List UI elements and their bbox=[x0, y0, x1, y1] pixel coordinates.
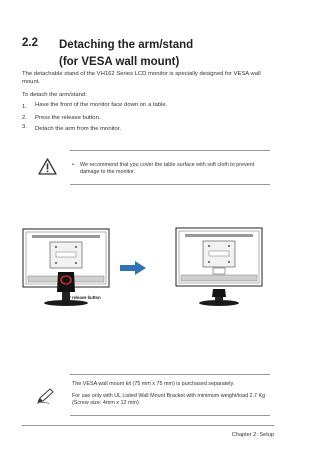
warning-top-rule bbox=[70, 150, 270, 151]
warning-bullet: • bbox=[72, 162, 74, 168]
arrow-right-icon bbox=[120, 261, 146, 275]
pen-note-icon bbox=[36, 388, 54, 404]
intro-paragraph: The detachable stand of the VH162 Series LCD monitor is specially designed for VESA wall mount. bbox=[22, 71, 261, 86]
step-1-number: 1. bbox=[22, 104, 27, 110]
note-line-2: For use only with UL Listed Wall Mount Bracket with minimum weight/load 2.7 Kg (Screw size: 4mm x 12 mm) bbox=[72, 393, 266, 407]
warning-triangle-icon bbox=[38, 158, 57, 175]
step-2-text: Press the release button. bbox=[35, 115, 101, 121]
step-1-text: Have the front of the monitor face down on a table. bbox=[35, 102, 168, 108]
step-3-text: Detach the arm from the monitor. bbox=[35, 126, 122, 132]
section-title bbox=[59, 37, 259, 71]
note-top-rule bbox=[70, 374, 270, 375]
step-2-number: 2. bbox=[22, 115, 27, 121]
footer-rule bbox=[22, 425, 274, 426]
warning-bottom-rule bbox=[70, 184, 270, 185]
warning-text: We recommend that you cover the table surface with soft cloth to prevent damage to the monitor. bbox=[80, 162, 255, 176]
instruction-text: To detach the arm/stand: bbox=[22, 92, 87, 98]
release-button-callout-line bbox=[52, 280, 72, 300]
note-line-1: The VESA wall mount kit (75 mm x 75 mm) is purchased separately. bbox=[72, 381, 235, 387]
note-bottom-rule bbox=[70, 415, 270, 416]
footer-chapter-label: Chapter 2: Setup bbox=[231, 432, 274, 438]
release-button-label: release button bbox=[72, 295, 101, 300]
section-title-line2: (for VESA wall mount) bbox=[59, 56, 180, 68]
monitor-detached-illustration bbox=[175, 227, 263, 307]
step-3-number: 3. bbox=[22, 124, 27, 130]
section-title-line1: Detaching the arm/stand bbox=[59, 39, 194, 51]
section-number: 2.2 bbox=[22, 37, 38, 49]
